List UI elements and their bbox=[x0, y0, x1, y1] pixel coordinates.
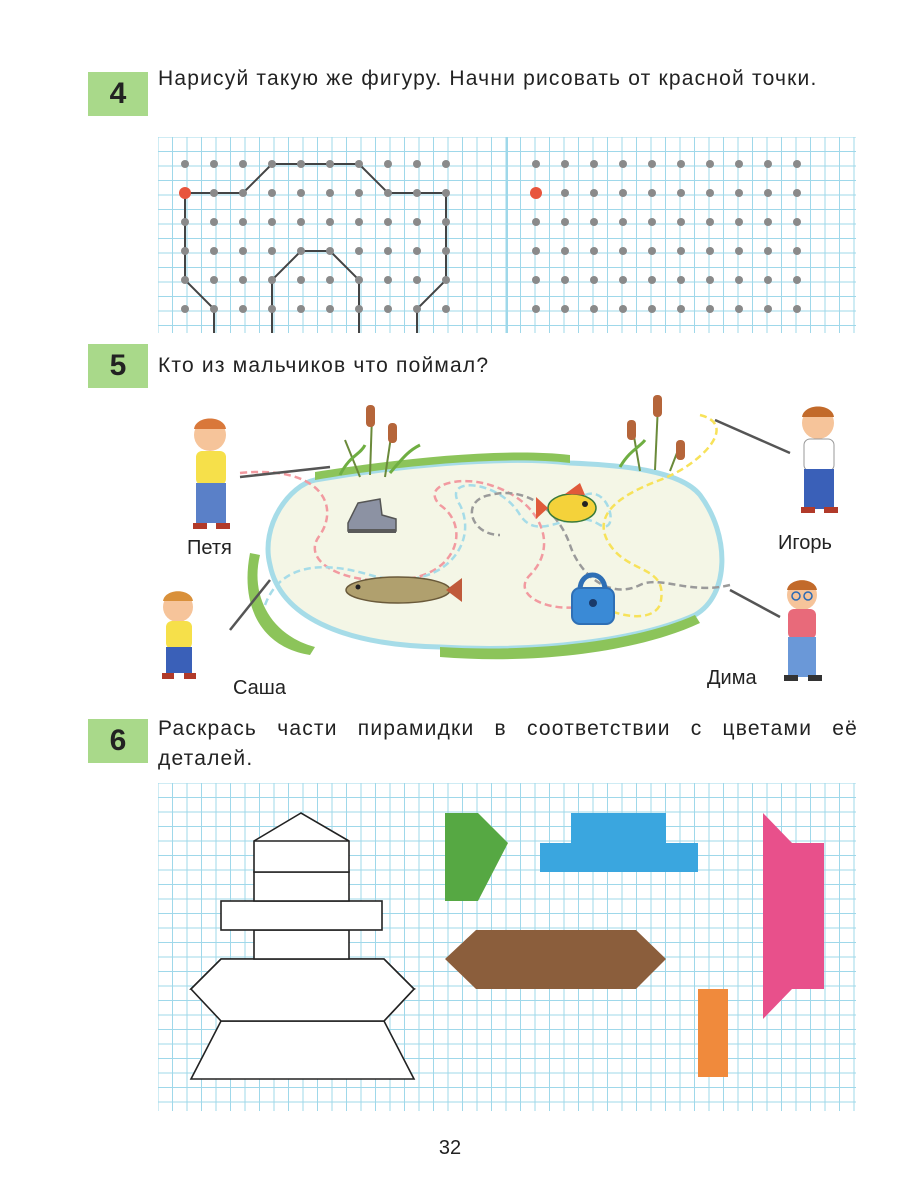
right-grid-dot bbox=[619, 276, 627, 284]
left-grid-start-dot bbox=[179, 187, 191, 199]
right-grid-dot bbox=[793, 305, 801, 313]
left-grid-dot bbox=[355, 218, 363, 226]
right-grid-dot bbox=[590, 218, 598, 226]
task-5-question: Кто из мальчиков что поймал? bbox=[158, 354, 490, 377]
right-grid-dot bbox=[561, 247, 569, 255]
right-grid-dot bbox=[590, 247, 598, 255]
right-grid-dot bbox=[677, 160, 685, 168]
left-grid-dot bbox=[268, 276, 276, 284]
right-grid-dot bbox=[764, 276, 772, 284]
left-grid-dot bbox=[384, 247, 392, 255]
left-grid-dot bbox=[326, 160, 334, 168]
left-grid-dot bbox=[442, 276, 450, 284]
right-grid-dot bbox=[561, 160, 569, 168]
left-grid-dot bbox=[181, 305, 189, 313]
left-grid-dot bbox=[297, 218, 305, 226]
right-grid-dot bbox=[793, 189, 801, 197]
left-grid-dot bbox=[442, 247, 450, 255]
right-grid-dot bbox=[677, 218, 685, 226]
left-grid-dot bbox=[355, 276, 363, 284]
left-grid-dot bbox=[210, 305, 218, 313]
left-grid-dot bbox=[268, 189, 276, 197]
right-grid-dot bbox=[648, 276, 656, 284]
left-grid-dot bbox=[384, 160, 392, 168]
left-grid-dot bbox=[297, 189, 305, 197]
right-grid-dot bbox=[532, 218, 540, 226]
right-grid-dot bbox=[706, 160, 714, 168]
left-grid-dot bbox=[210, 247, 218, 255]
pyramid-outline bbox=[191, 813, 414, 1079]
right-grid-dot bbox=[590, 189, 598, 197]
left-grid-dot bbox=[181, 160, 189, 168]
left-grid-dot bbox=[181, 218, 189, 226]
task-4-dot-grid bbox=[158, 137, 856, 333]
right-grid-dot bbox=[532, 247, 540, 255]
right-grid-dot bbox=[677, 276, 685, 284]
left-grid-dot bbox=[210, 189, 218, 197]
orange-piece bbox=[698, 989, 728, 1077]
left-grid-dot bbox=[413, 189, 421, 197]
name-label-petya: Петя bbox=[187, 537, 232, 559]
right-grid-dot bbox=[706, 276, 714, 284]
left-grid-dot bbox=[239, 189, 247, 197]
name-label-dima: Дима bbox=[707, 667, 757, 689]
name-label-igor: Игорь bbox=[778, 532, 832, 554]
right-grid-dot bbox=[735, 247, 743, 255]
right-grid-dot bbox=[619, 189, 627, 197]
right-grid-dot bbox=[532, 305, 540, 313]
left-grid-dot bbox=[442, 218, 450, 226]
page-number: 32 bbox=[438, 1137, 462, 1159]
left-grid-dot bbox=[355, 305, 363, 313]
name-label-sasha: Саша bbox=[233, 677, 286, 699]
left-grid-dot bbox=[413, 305, 421, 313]
right-grid-dot bbox=[677, 305, 685, 313]
left-grid-dot bbox=[442, 305, 450, 313]
boy-sasha bbox=[162, 591, 196, 679]
left-grid-dot bbox=[239, 276, 247, 284]
right-grid-dot bbox=[764, 189, 772, 197]
right-grid-dot bbox=[706, 218, 714, 226]
right-grid-dot bbox=[735, 276, 743, 284]
left-grid-dot bbox=[268, 218, 276, 226]
right-grid-dot bbox=[590, 305, 598, 313]
right-grid-dot bbox=[677, 247, 685, 255]
right-grid-dot bbox=[764, 305, 772, 313]
right-grid-dot bbox=[706, 305, 714, 313]
right-grid-dot bbox=[561, 305, 569, 313]
boy-dima bbox=[784, 580, 822, 681]
task-5-number-badge: 5 bbox=[88, 344, 148, 388]
left-grid-dot bbox=[355, 160, 363, 168]
left-grid-dot bbox=[413, 276, 421, 284]
pink-piece bbox=[763, 813, 824, 1019]
left-grid-dot bbox=[181, 247, 189, 255]
fishing-pond-illustration bbox=[140, 385, 860, 700]
left-grid-dot bbox=[268, 247, 276, 255]
right-grid-dot bbox=[590, 276, 598, 284]
left-grid-dot bbox=[210, 218, 218, 226]
left-grid-dot bbox=[355, 247, 363, 255]
right-grid-dot bbox=[706, 189, 714, 197]
left-grid-dot bbox=[413, 218, 421, 226]
sample-figure bbox=[185, 164, 446, 333]
left-grid-dot bbox=[326, 189, 334, 197]
right-grid-dot bbox=[590, 160, 598, 168]
right-grid-dot bbox=[561, 276, 569, 284]
left-grid-dot bbox=[297, 160, 305, 168]
right-grid-dot bbox=[793, 218, 801, 226]
right-grid-dot bbox=[735, 189, 743, 197]
right-grid-dot bbox=[735, 305, 743, 313]
right-grid-dot bbox=[764, 218, 772, 226]
left-grid-dot bbox=[384, 218, 392, 226]
right-grid-dot bbox=[619, 247, 627, 255]
left-grid-dot bbox=[210, 160, 218, 168]
right-grid-dot bbox=[648, 218, 656, 226]
task-6-number-badge: 6 bbox=[88, 719, 148, 763]
right-grid-dot bbox=[793, 247, 801, 255]
right-grid-dot bbox=[619, 160, 627, 168]
right-grid-dot bbox=[532, 160, 540, 168]
left-grid-dot bbox=[413, 247, 421, 255]
left-grid-dot bbox=[413, 160, 421, 168]
left-grid-dot bbox=[268, 305, 276, 313]
left-grid-dot bbox=[326, 218, 334, 226]
left-grid-dot bbox=[326, 276, 334, 284]
right-grid-dot bbox=[706, 247, 714, 255]
right-grid-dot bbox=[648, 189, 656, 197]
left-grid-dot bbox=[239, 160, 247, 168]
left-grid-dot bbox=[268, 160, 276, 168]
right-grid-dot bbox=[619, 305, 627, 313]
task-4-number-badge: 4 bbox=[88, 72, 148, 116]
right-grid-dot bbox=[764, 160, 772, 168]
right-grid-dot bbox=[793, 276, 801, 284]
left-grid-dot bbox=[297, 305, 305, 313]
left-grid-dot bbox=[326, 247, 334, 255]
left-grid-dot bbox=[355, 189, 363, 197]
right-grid-dot bbox=[619, 218, 627, 226]
task-6-coloring-grid bbox=[158, 783, 856, 1111]
task-6-instructions: Раскрась части пирамидки в соответствии с цветами её деталей. bbox=[158, 717, 858, 770]
boy-igor bbox=[801, 407, 838, 514]
right-grid-dot bbox=[648, 305, 656, 313]
right-grid-dot bbox=[735, 218, 743, 226]
left-grid-dot bbox=[297, 276, 305, 284]
left-grid-dot bbox=[326, 305, 334, 313]
left-grid-dot bbox=[239, 247, 247, 255]
right-grid-start-dot bbox=[530, 187, 542, 199]
left-grid-dot bbox=[239, 218, 247, 226]
task-4-instructions: Нарисуй такую же фигуру. Начни рисовать от красной точки. bbox=[158, 67, 818, 90]
right-grid-dot bbox=[532, 276, 540, 284]
left-grid-dot bbox=[181, 276, 189, 284]
right-grid-dot bbox=[764, 247, 772, 255]
right-grid-dot bbox=[648, 160, 656, 168]
right-grid-dot bbox=[793, 160, 801, 168]
right-grid-dot bbox=[735, 160, 743, 168]
left-grid-dot bbox=[384, 305, 392, 313]
left-grid-dot bbox=[442, 189, 450, 197]
left-grid-dot bbox=[239, 305, 247, 313]
left-grid-dot bbox=[210, 276, 218, 284]
boy-petya bbox=[193, 419, 230, 530]
right-grid-dot bbox=[561, 218, 569, 226]
right-grid-dot bbox=[561, 189, 569, 197]
left-grid-dot bbox=[442, 160, 450, 168]
left-grid-dot bbox=[384, 189, 392, 197]
brown-piece bbox=[445, 930, 666, 989]
left-grid-dot bbox=[384, 276, 392, 284]
right-grid-dot bbox=[677, 189, 685, 197]
right-grid-dot bbox=[648, 247, 656, 255]
left-grid-dot bbox=[297, 247, 305, 255]
